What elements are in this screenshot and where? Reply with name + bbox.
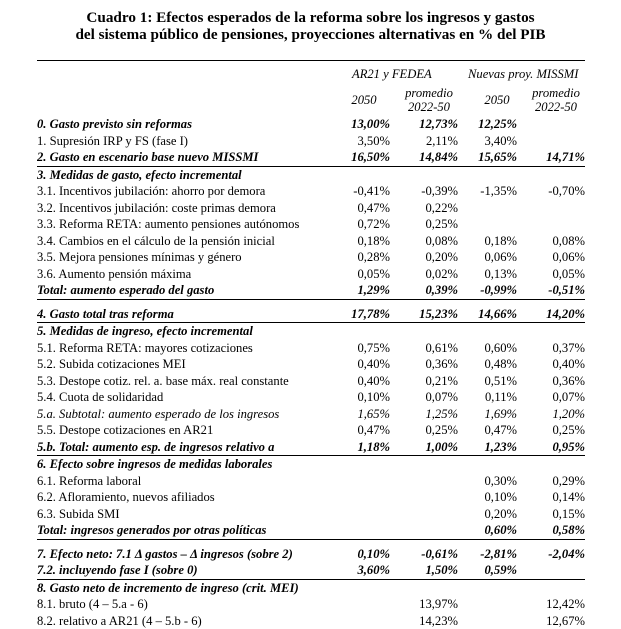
header-col-2050-b: 2050 bbox=[476, 93, 518, 107]
table-title-line-1: Cuadro 1: Efectos esperados de la reforma sobre los ingresos y gastos bbox=[0, 9, 621, 26]
cell-missmi-2050: 12,25% bbox=[458, 116, 517, 133]
table-row bbox=[37, 456, 585, 473]
cell-ar21-2050 bbox=[337, 506, 390, 523]
cell-ar21-2050: 1,18% bbox=[337, 439, 390, 456]
cell-missmi-2050: 0,60% bbox=[458, 340, 517, 357]
cell-missmi-promedio: 0,95% bbox=[517, 439, 585, 456]
cell-missmi-2050: 1,23% bbox=[458, 439, 517, 456]
row-label: Total: aumento esperado del gasto bbox=[37, 282, 337, 299]
cell-missmi-2050: 14,66% bbox=[458, 306, 517, 323]
table-row bbox=[37, 183, 585, 200]
row-label: 5.a. Subtotal: aumento esperado de los ingresos bbox=[37, 406, 337, 423]
row-label: 7.2. incluyendo fase I (sobre 0) bbox=[37, 562, 337, 579]
row-label: 5.2. Subida cotizaciones MEI bbox=[37, 356, 337, 373]
cell-ar21-2050: 0,10% bbox=[337, 389, 390, 406]
cell-missmi-promedio bbox=[517, 116, 585, 133]
cell-ar21-promedio: 13,97% bbox=[390, 596, 458, 613]
header-group-ar21-fedea: AR21 y FEDEA bbox=[352, 67, 432, 82]
cell-missmi-promedio: 14,20% bbox=[517, 306, 585, 323]
cell-ar21-2050 bbox=[337, 456, 390, 473]
cell-ar21-promedio bbox=[390, 323, 458, 340]
row-label: 5.b. Total: aumento esp. de ingresos relativo a bbox=[37, 439, 337, 456]
cell-ar21-2050: 13,00% bbox=[337, 116, 390, 133]
cell-missmi-promedio: 0,25% bbox=[517, 422, 585, 439]
cell-ar21-promedio: 1,25% bbox=[390, 406, 458, 423]
cell-missmi-promedio: 1,20% bbox=[517, 406, 585, 423]
table-row bbox=[37, 579, 585, 596]
table-row bbox=[37, 306, 585, 323]
header-col-promedio-a-line-2: 2022-50 bbox=[395, 100, 463, 114]
row-label: 6. Efecto sobre ingresos de medidas laborales bbox=[37, 456, 337, 473]
cell-ar21-promedio: 0,21% bbox=[390, 373, 458, 390]
cell-missmi-2050: 0,18% bbox=[458, 233, 517, 250]
cell-ar21-2050: 0,05% bbox=[337, 266, 390, 283]
cell-missmi-promedio bbox=[517, 323, 585, 340]
cell-missmi-promedio: -0,51% bbox=[517, 282, 585, 299]
row-label: 5.4. Cuota de solidaridad bbox=[37, 389, 337, 406]
cell-ar21-2050 bbox=[337, 473, 390, 490]
cell-ar21-promedio: 0,61% bbox=[390, 340, 458, 357]
cell-missmi-2050: 0,10% bbox=[458, 489, 517, 506]
row-label: 3.3. Reforma RETA: aumento pensiones autónomos bbox=[37, 216, 337, 233]
row-label: 0. Gasto previsto sin reformas bbox=[37, 116, 337, 133]
cell-missmi-2050: 0,30% bbox=[458, 473, 517, 490]
row-label: 5.1. Reforma RETA: mayores cotizaciones bbox=[37, 340, 337, 357]
cell-ar21-promedio: -0,61% bbox=[390, 546, 458, 563]
cell-ar21-2050 bbox=[337, 489, 390, 506]
cell-ar21-promedio: 2,11% bbox=[390, 133, 458, 150]
cell-missmi-promedio: 0,29% bbox=[517, 473, 585, 490]
cell-missmi-promedio bbox=[517, 133, 585, 150]
cell-ar21-2050: 0,72% bbox=[337, 216, 390, 233]
pension-effects-table bbox=[37, 116, 585, 629]
cell-missmi-2050: -0,99% bbox=[458, 282, 517, 299]
table-row bbox=[37, 249, 585, 266]
title-divider bbox=[37, 60, 585, 61]
cell-ar21-promedio: 14,84% bbox=[390, 149, 458, 166]
table-row bbox=[37, 489, 585, 506]
cell-ar21-promedio: 0,20% bbox=[390, 249, 458, 266]
cell-ar21-promedio bbox=[390, 522, 458, 539]
cell-missmi-2050 bbox=[458, 200, 517, 217]
cell-ar21-promedio: 0,22% bbox=[390, 200, 458, 217]
cell-missmi-2050 bbox=[458, 323, 517, 340]
row-label: 5. Medidas de ingreso, efecto incremental bbox=[37, 323, 337, 340]
cell-ar21-promedio: -0,39% bbox=[390, 183, 458, 200]
cell-missmi-promedio: 12,42% bbox=[517, 596, 585, 613]
cell-missmi-2050: 0,06% bbox=[458, 249, 517, 266]
cell-missmi-2050: 15,65% bbox=[458, 149, 517, 166]
cell-missmi-promedio: 0,37% bbox=[517, 340, 585, 357]
cell-missmi-2050: 0,48% bbox=[458, 356, 517, 373]
cell-ar21-promedio: 1,50% bbox=[390, 562, 458, 579]
cell-missmi-promedio: 0,06% bbox=[517, 249, 585, 266]
cell-ar21-promedio: 0,25% bbox=[390, 422, 458, 439]
table-row bbox=[37, 149, 585, 166]
cell-ar21-promedio: 0,02% bbox=[390, 266, 458, 283]
row-label: 3.5. Mejora pensiones mínimas y género bbox=[37, 249, 337, 266]
cell-ar21-2050 bbox=[337, 166, 390, 183]
table-row bbox=[37, 389, 585, 406]
cell-missmi-promedio: 14,71% bbox=[517, 149, 585, 166]
cell-ar21-2050: 1,29% bbox=[337, 282, 390, 299]
table-row bbox=[37, 233, 585, 250]
cell-missmi-2050: 0,47% bbox=[458, 422, 517, 439]
row-label: 6.3. Subida SMI bbox=[37, 506, 337, 523]
cell-ar21-2050 bbox=[337, 323, 390, 340]
header-col-promedio-a bbox=[395, 86, 463, 114]
cell-ar21-promedio bbox=[390, 456, 458, 473]
cell-ar21-2050 bbox=[337, 522, 390, 539]
cell-ar21-2050: 1,65% bbox=[337, 406, 390, 423]
table-row bbox=[37, 356, 585, 373]
cell-missmi-2050: 0,51% bbox=[458, 373, 517, 390]
cell-missmi-2050: 1,69% bbox=[458, 406, 517, 423]
table-title-line-2: del sistema público de pensiones, proyecciones alternativas en % del PIB bbox=[0, 26, 621, 43]
cell-ar21-2050: 0,47% bbox=[337, 422, 390, 439]
cell-ar21-2050: 3,60% bbox=[337, 562, 390, 579]
cell-missmi-promedio: 0,05% bbox=[517, 266, 585, 283]
header-group-nuevas-proy: Nuevas proy. MISSMI bbox=[468, 67, 578, 82]
table-row bbox=[37, 340, 585, 357]
cell-missmi-promedio bbox=[517, 166, 585, 183]
cell-ar21-2050: 17,78% bbox=[337, 306, 390, 323]
table-row bbox=[37, 200, 585, 217]
row-label: 5.3. Destope cotiz. rel. a. base máx. real constante bbox=[37, 373, 337, 390]
cell-ar21-promedio bbox=[390, 579, 458, 596]
cell-ar21-promedio: 0,07% bbox=[390, 389, 458, 406]
cell-ar21-2050: 0,18% bbox=[337, 233, 390, 250]
cell-missmi-promedio bbox=[517, 456, 585, 473]
row-label: 2. Gasto en escenario base nuevo MISSMI bbox=[37, 149, 337, 166]
cell-missmi-2050: 0,59% bbox=[458, 562, 517, 579]
table-row bbox=[37, 373, 585, 390]
cell-missmi-promedio bbox=[517, 562, 585, 579]
cell-ar21-2050: 0,28% bbox=[337, 249, 390, 266]
cell-missmi-promedio: 0,07% bbox=[517, 389, 585, 406]
row-label: 6.1. Reforma laboral bbox=[37, 473, 337, 490]
cell-ar21-2050: 0,47% bbox=[337, 200, 390, 217]
cell-missmi-2050: 0,13% bbox=[458, 266, 517, 283]
cell-ar21-2050 bbox=[337, 596, 390, 613]
cell-missmi-promedio: 0,08% bbox=[517, 233, 585, 250]
cell-ar21-promedio: 0,39% bbox=[390, 282, 458, 299]
row-label: 5.5. Destope cotizaciones en AR21 bbox=[37, 422, 337, 439]
row-label: 3.2. Incentivos jubilación: coste primas demora bbox=[37, 200, 337, 217]
cell-missmi-promedio: 0,14% bbox=[517, 489, 585, 506]
cell-ar21-promedio bbox=[390, 489, 458, 506]
cell-missmi-promedio: 0,36% bbox=[517, 373, 585, 390]
cell-ar21-promedio: 1,00% bbox=[390, 439, 458, 456]
cell-ar21-2050: 0,10% bbox=[337, 546, 390, 563]
cell-ar21-promedio: 12,73% bbox=[390, 116, 458, 133]
cell-missmi-2050 bbox=[458, 456, 517, 473]
cell-ar21-promedio bbox=[390, 506, 458, 523]
table-row bbox=[37, 166, 585, 183]
row-label: 3.1. Incentivos jubilación: ahorro por demora bbox=[37, 183, 337, 200]
cell-missmi-2050: 0,11% bbox=[458, 389, 517, 406]
cell-missmi-2050: -1,35% bbox=[458, 183, 517, 200]
cell-missmi-promedio: 0,58% bbox=[517, 522, 585, 539]
row-label: 7. Efecto neto: 7.1 Δ gastos – Δ ingresos (sobre 2) bbox=[37, 546, 337, 563]
cell-ar21-promedio: 0,08% bbox=[390, 233, 458, 250]
table-row bbox=[37, 422, 585, 439]
table-row bbox=[37, 546, 585, 563]
cell-ar21-promedio: 0,36% bbox=[390, 356, 458, 373]
table-row bbox=[37, 116, 585, 133]
table-row bbox=[37, 266, 585, 283]
cell-missmi-promedio: 12,67% bbox=[517, 613, 585, 629]
cell-ar21-2050 bbox=[337, 579, 390, 596]
header-col-promedio-b-line-2: 2022-50 bbox=[524, 100, 588, 114]
cell-ar21-2050: 0,40% bbox=[337, 356, 390, 373]
cell-ar21-promedio bbox=[390, 473, 458, 490]
cell-missmi-promedio bbox=[517, 200, 585, 217]
table-row bbox=[37, 282, 585, 299]
table-row bbox=[37, 506, 585, 523]
row-label: 3. Medidas de gasto, efecto incremental bbox=[37, 166, 337, 183]
cell-missmi-promedio bbox=[517, 216, 585, 233]
row-label: 1. Supresión IRP y FS (fase I) bbox=[37, 133, 337, 150]
cell-missmi-2050: 0,60% bbox=[458, 522, 517, 539]
cell-ar21-2050: -0,41% bbox=[337, 183, 390, 200]
row-label: Total: ingresos generados por otras políticas bbox=[37, 522, 337, 539]
table-row bbox=[37, 562, 585, 579]
cell-ar21-promedio bbox=[390, 166, 458, 183]
header-col-promedio-b-line-1: promedio bbox=[524, 86, 588, 100]
header-col-promedio-a-line-1: promedio bbox=[395, 86, 463, 100]
cell-ar21-2050: 16,50% bbox=[337, 149, 390, 166]
cell-missmi-2050: 3,40% bbox=[458, 133, 517, 150]
cell-ar21-promedio: 15,23% bbox=[390, 306, 458, 323]
table-row bbox=[37, 596, 585, 613]
cell-ar21-2050: 0,75% bbox=[337, 340, 390, 357]
cell-missmi-promedio bbox=[517, 579, 585, 596]
row-label: 8.1. bruto (4 – 5.a - 6) bbox=[37, 596, 337, 613]
cell-missmi-2050 bbox=[458, 596, 517, 613]
cell-missmi-2050 bbox=[458, 166, 517, 183]
row-label: 3.6. Aumento pensión máxima bbox=[37, 266, 337, 283]
table-row bbox=[37, 473, 585, 490]
table-row bbox=[37, 522, 585, 539]
cell-missmi-2050: 0,20% bbox=[458, 506, 517, 523]
cell-missmi-promedio: -2,04% bbox=[517, 546, 585, 563]
cell-missmi-2050 bbox=[458, 216, 517, 233]
header-col-2050-a: 2050 bbox=[338, 93, 390, 107]
row-label: 8.2. relativo a AR21 (4 – 5.b - 6) bbox=[37, 613, 337, 629]
row-label: 6.2. Afloramiento, nuevos afiliados bbox=[37, 489, 337, 506]
row-label: 4. Gasto total tras reforma bbox=[37, 306, 337, 323]
cell-ar21-2050: 0,40% bbox=[337, 373, 390, 390]
cell-missmi-2050: -2,81% bbox=[458, 546, 517, 563]
cell-ar21-2050: 3,50% bbox=[337, 133, 390, 150]
table-row bbox=[37, 406, 585, 423]
table-row bbox=[37, 323, 585, 340]
cell-missmi-promedio: -0,70% bbox=[517, 183, 585, 200]
cell-missmi-promedio: 0,15% bbox=[517, 506, 585, 523]
row-label: 3.4. Cambios en el cálculo de la pensión inicial bbox=[37, 233, 337, 250]
cell-missmi-promedio: 0,40% bbox=[517, 356, 585, 373]
table-row bbox=[37, 133, 585, 150]
cell-ar21-promedio: 0,25% bbox=[390, 216, 458, 233]
header-col-promedio-b bbox=[524, 86, 588, 114]
table-row bbox=[37, 216, 585, 233]
cell-ar21-promedio: 14,23% bbox=[390, 613, 458, 629]
table-row bbox=[37, 439, 585, 456]
cell-missmi-2050 bbox=[458, 579, 517, 596]
row-label: 8. Gasto neto de incremento de ingreso (crit. MEI) bbox=[37, 579, 337, 596]
